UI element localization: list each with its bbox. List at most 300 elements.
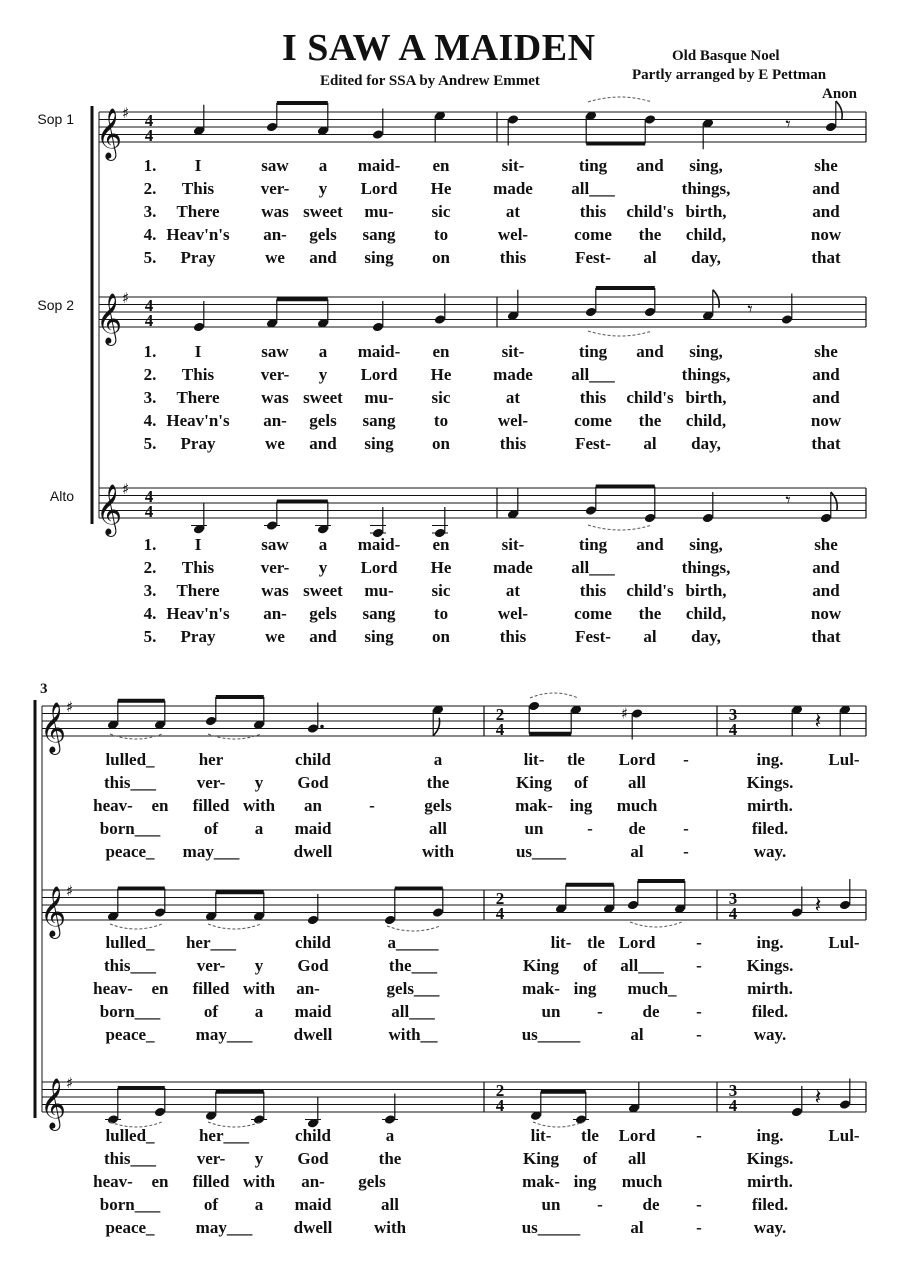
lyric-sop1: and	[636, 156, 664, 175]
lyric-alto: the	[638, 604, 662, 623]
lyric-sop1: There	[176, 202, 220, 221]
lyric-sop1: a	[318, 156, 328, 175]
lyric-sop2: Lord	[360, 365, 398, 384]
lyric-alto: all___	[571, 558, 615, 577]
lyric-sop1: y	[254, 773, 264, 792]
lyric-sop2: now	[810, 411, 842, 430]
lyric-sop1: on	[432, 248, 450, 267]
key-sharp-icon: ♯	[122, 480, 130, 498]
lyric-sop1: us____	[515, 842, 567, 861]
lyric-alto: sit-	[501, 535, 525, 554]
lyric-sop1: way.	[753, 842, 787, 861]
lyric-sop2: and	[812, 365, 840, 384]
lyric-sop1: 3.	[143, 202, 157, 221]
lyric-sop2: ver-	[260, 365, 290, 384]
lyric-sop1: saw	[261, 156, 289, 175]
lyric-alto: gels	[358, 1172, 386, 1191]
lyric-alto: sing,	[689, 535, 723, 554]
lyric-sop2: Pray	[180, 434, 216, 453]
lyric-sop2: all___	[620, 956, 664, 975]
lyric-alto: child	[295, 1126, 331, 1145]
dot	[320, 725, 324, 729]
lyric-alto: I	[194, 535, 202, 554]
lyric-sop2: made	[493, 365, 533, 384]
page-title: I SAW A MAIDEN	[282, 27, 596, 69]
slur	[110, 924, 162, 929]
lyric-alto: God	[297, 1149, 329, 1168]
time-signature-numerator: 3	[728, 889, 738, 908]
lyric-sop1: Heav'n's	[166, 225, 230, 244]
lyric-sop1: -	[369, 796, 375, 815]
lyric-sop2: we	[265, 434, 285, 453]
lyric-sop1: en	[432, 156, 450, 175]
lyric-sop1: maid	[294, 819, 332, 838]
lyric-alto: ting	[578, 535, 608, 554]
time-signature-denominator: 4	[728, 720, 738, 739]
lyric-sop1: I	[194, 156, 202, 175]
lyric-alto: ing.	[756, 1126, 784, 1145]
time-signature-numerator: 4	[144, 487, 154, 506]
lyric-sop1: 5.	[143, 248, 157, 267]
lyric-sop1: peace_	[105, 842, 155, 861]
lyric-sop2: an-	[263, 411, 287, 430]
lyric-sop2: this___	[104, 956, 156, 975]
lyric-sop1: the	[426, 773, 450, 792]
lyric-alto: ing	[573, 1172, 597, 1191]
time-signature-numerator: 2	[495, 889, 505, 908]
lyric-alto: tle	[581, 1126, 599, 1145]
lyric-sop1: King	[516, 773, 552, 792]
note-flag	[433, 718, 439, 736]
lyric-alto: a	[318, 535, 328, 554]
lyric-alto: an-	[263, 604, 287, 623]
lyric-sop1: she	[814, 156, 838, 175]
lyric-sop2: she	[814, 342, 838, 361]
lyric-sop1: mu-	[364, 202, 394, 221]
slur	[530, 693, 578, 698]
lyric-sop1: wel-	[497, 225, 529, 244]
lyric-alto: -	[696, 1126, 702, 1145]
editor-credit: Edited for SSA by Andrew Emmet	[320, 73, 540, 89]
lyric-sop1: gels	[424, 796, 452, 815]
lyric-sop1: child,	[685, 225, 727, 244]
lyric-sop1: birth,	[685, 202, 727, 221]
lyric-sop2: filed.	[751, 1002, 789, 1021]
lyric-sop1: ing	[569, 796, 593, 815]
time-signature-denominator: 4	[728, 904, 738, 923]
lyric-alto: gels	[309, 604, 337, 623]
lyric-sop2: al	[630, 1025, 644, 1044]
lyric-alto: an-	[301, 1172, 325, 1191]
lyric-sop2: ting	[578, 342, 608, 361]
lyric-sop1: sit-	[501, 156, 525, 175]
lyric-alto: she	[814, 535, 838, 554]
lyric-alto: we	[265, 627, 285, 646]
time-signature-denominator: 4	[728, 1096, 738, 1115]
lyric-alto: 4.	[143, 604, 157, 623]
treble-clef-icon: 𝄞	[40, 702, 67, 753]
lyric-sop2: a	[318, 342, 328, 361]
lyric-sop1: mirth.	[747, 796, 793, 815]
lyric-alto: He	[430, 558, 452, 577]
treble-clef-icon: 𝄞	[96, 484, 123, 535]
lyric-sop1: to	[433, 225, 449, 244]
lyric-sop1: sic	[431, 202, 451, 221]
lyric-sop2: at	[505, 388, 521, 407]
lyric-sop1: of	[203, 819, 219, 838]
time-signature-numerator: 2	[495, 705, 505, 724]
lyric-sop1: tle	[567, 750, 585, 769]
lyric-alto: peace_	[105, 1218, 155, 1237]
lyric-sop2: en	[151, 979, 169, 998]
lyric-sop2: gels___	[386, 979, 440, 998]
lyric-alto: Lord	[360, 558, 398, 577]
lyric-sop2: tle	[587, 933, 605, 952]
lyric-sop2: sing,	[689, 342, 723, 361]
measure-number: 3	[40, 681, 48, 697]
time-signature-denominator: 4	[144, 311, 154, 330]
lyric-sop1: ver-	[196, 773, 226, 792]
lyric-sop1: an	[304, 796, 322, 815]
lyric-sop1: day,	[691, 248, 721, 267]
lyric-alto: on	[432, 627, 450, 646]
time-signature-numerator: 4	[144, 111, 154, 130]
voice-label: Sop 1	[37, 111, 74, 127]
lyric-alto: Pray	[180, 627, 216, 646]
lyric-alto: to	[433, 604, 449, 623]
lyric-sop1: at	[505, 202, 521, 221]
lyric-alto: of	[582, 1149, 598, 1168]
lyric-sop2: sic	[431, 388, 451, 407]
lyric-alto: 3.	[143, 581, 157, 600]
lyric-sop1: lit-	[523, 750, 545, 769]
lyric-alto: much	[621, 1172, 663, 1191]
lyric-alto: -	[597, 1195, 603, 1214]
lyric-sop2: Lul-	[828, 933, 860, 952]
note-flag	[713, 290, 719, 308]
lyric-alto: this	[499, 627, 527, 646]
lyric-alto: mak-	[522, 1172, 560, 1191]
note-flag	[831, 492, 837, 510]
arranger-credit: Partly arranged by E Pettman	[632, 67, 827, 83]
lyric-sop1: lulled_	[105, 750, 155, 769]
lyric-alto: may___	[195, 1218, 253, 1237]
lyric-sop1: come	[574, 225, 612, 244]
lyric-sop2: peace_	[105, 1025, 155, 1044]
lyric-alto: with	[242, 1172, 276, 1191]
lyric-alto: lit-	[530, 1126, 552, 1145]
lyric-sop2: wel-	[497, 411, 529, 430]
lyric-sop2: 4.	[143, 411, 157, 430]
lyric-alto: en	[432, 535, 450, 554]
lyric-sop1: gels	[309, 225, 337, 244]
lyric-sop1: all___	[571, 179, 615, 198]
lyric-sop2: things,	[681, 365, 731, 384]
lyric-sop1: God	[297, 773, 329, 792]
lyric-sop2: much_	[627, 979, 677, 998]
lyric-alto: the	[378, 1149, 402, 1168]
lyric-alto: sang	[362, 604, 396, 623]
time-signature-denominator: 4	[495, 720, 505, 739]
lyric-sop2: y	[254, 956, 264, 975]
key-sharp-icon: ♯	[122, 104, 130, 122]
lyric-alto: Lul-	[828, 1126, 860, 1145]
lyric-alto: us_____	[521, 1218, 581, 1237]
lyric-sop2: sing	[364, 434, 394, 453]
lyric-sop1: all	[429, 819, 447, 838]
lyric-sop2: saw	[261, 342, 289, 361]
lyric-alto: with	[373, 1218, 407, 1237]
lyric-sop2: her___	[185, 933, 237, 952]
lyric-sop2: de	[642, 1002, 660, 1021]
lyric-sop1: this	[579, 202, 607, 221]
lyric-sop1: that	[811, 248, 841, 267]
lyric-sop1: -	[683, 842, 689, 861]
lyric-alto: de	[642, 1195, 660, 1214]
lyric-sop1: mak-	[515, 796, 553, 815]
lyric-sop2: with__	[388, 1025, 438, 1044]
lyric-sop2: this	[499, 434, 527, 453]
quarter-rest-icon: 𝄽	[814, 1085, 822, 1111]
lyric-alto: born___	[99, 1195, 161, 1214]
lyric-sop1: ver-	[260, 179, 290, 198]
key-sharp-icon: ♯	[66, 698, 74, 716]
lyric-alto: Lord	[618, 1126, 656, 1145]
lyric-sop2: a_____	[387, 933, 439, 952]
quarter-rest-icon: 𝄽	[814, 709, 822, 735]
lyric-alto: day,	[691, 627, 721, 646]
lyric-sop1: now	[810, 225, 842, 244]
lyric-sop2: and	[636, 342, 664, 361]
lyric-sop2: way.	[753, 1025, 787, 1044]
treble-clef-icon: 𝄞	[40, 1078, 67, 1129]
lyric-alto: y	[254, 1149, 264, 1168]
lyric-sop1: an-	[263, 225, 287, 244]
time-signature-numerator: 3	[728, 1081, 738, 1100]
lyric-alto: things,	[681, 558, 731, 577]
lyric-sop1: filled	[192, 796, 230, 815]
accidental-sharp-icon: ♯	[621, 704, 629, 723]
lyric-sop1: sweet	[303, 202, 343, 221]
lyric-sop2: come	[574, 411, 612, 430]
lyric-sop1: things,	[681, 179, 731, 198]
lyric-alto: made	[493, 558, 533, 577]
slur	[387, 926, 440, 931]
lyric-sop2: us_____	[521, 1025, 581, 1044]
lyric-sop2: and	[309, 434, 337, 453]
lyric-alto: and	[812, 581, 840, 600]
lyric-sop2: 1.	[143, 342, 157, 361]
lyric-sop1: de	[628, 819, 646, 838]
slur	[588, 525, 652, 530]
lyric-alto: that	[811, 627, 841, 646]
lyric-alto: Kings.	[746, 1149, 794, 1168]
eighth-rest-icon: 𝄾	[785, 111, 791, 136]
lyric-sop2: born___	[99, 1002, 161, 1021]
lyric-sop2: maid	[294, 1002, 332, 1021]
lyric-alto: -	[696, 1195, 702, 1214]
lyric-sop2: ing.	[756, 933, 784, 952]
lyric-alto: filled	[192, 1172, 230, 1191]
lyric-alto: child,	[685, 604, 727, 623]
lyric-sop2: may___	[195, 1025, 253, 1044]
key-sharp-icon: ♯	[66, 882, 74, 900]
lyric-alto: all	[381, 1195, 399, 1214]
lyric-alto: 5.	[143, 627, 157, 646]
lyric-sop2: all___	[391, 1002, 435, 1021]
lyric-sop1: this	[499, 248, 527, 267]
lyric-sop2: -	[696, 1002, 702, 1021]
lyric-sop2: Kings.	[746, 956, 794, 975]
lyric-sop1: and	[812, 202, 840, 221]
lyric-alto: en	[151, 1172, 169, 1191]
lyric-sop1: much	[616, 796, 658, 815]
key-sharp-icon: ♯	[122, 289, 130, 307]
lyric-sop1: a	[254, 819, 264, 838]
lyric-alto: and	[309, 627, 337, 646]
lyric-sop2: this	[579, 388, 607, 407]
lyric-sop1: of	[573, 773, 589, 792]
lyric-sop2: This	[181, 365, 215, 384]
lyric-sop2: and	[812, 388, 840, 407]
lyric-sop2: 2.	[143, 365, 157, 384]
lyric-alto: and	[812, 558, 840, 577]
lyric-sop2: the	[638, 411, 662, 430]
lyric-sop1: 1.	[143, 156, 157, 175]
lyric-sop1: al	[630, 842, 644, 861]
lyric-sop1: Lord	[360, 179, 398, 198]
lyric-sop2: gels	[309, 411, 337, 430]
lyric-sop1: a	[433, 750, 443, 769]
lyric-sop1: Lord	[618, 750, 656, 769]
lyric-alto: was	[261, 581, 289, 600]
lyric-alto: mu-	[364, 581, 394, 600]
lyric-alto: a	[385, 1126, 395, 1145]
lyric-sop2: with	[242, 979, 276, 998]
lyric-sop1: al	[643, 248, 657, 267]
lyric-sop1: He	[430, 179, 452, 198]
lyric-alto: sing	[364, 627, 394, 646]
time-signature-numerator: 2	[495, 1081, 505, 1100]
lyric-sop1: Fest-	[575, 248, 611, 267]
lyric-alto: wel-	[497, 604, 529, 623]
lyric-sop1: heav-	[93, 796, 133, 815]
lyric-alto: child's	[626, 581, 674, 600]
lyric-sop1: child's	[626, 202, 674, 221]
lyric-sop2: child,	[685, 411, 727, 430]
lyric-alto: maid	[294, 1195, 332, 1214]
lyric-sop1: and	[812, 179, 840, 198]
lyric-sop1: child	[295, 750, 331, 769]
eighth-rest-icon: 𝄾	[785, 487, 791, 512]
lyric-alto: this	[579, 581, 607, 600]
time-signature-denominator: 4	[144, 502, 154, 521]
lyric-sop1: sing,	[689, 156, 723, 175]
lyric-alto: maid-	[357, 535, 401, 554]
lyricist-credit: Anon	[822, 86, 858, 102]
lyric-alto: all	[628, 1149, 646, 1168]
lyric-alto: now	[810, 604, 842, 623]
lyric-alto: saw	[261, 535, 289, 554]
lyric-sop2: filled	[192, 979, 230, 998]
lyric-sop1: filed.	[751, 819, 789, 838]
eighth-rest-icon: 𝄾	[747, 296, 753, 321]
lyric-alto: un	[541, 1195, 561, 1214]
lyric-sop1: maid-	[357, 156, 401, 175]
lyric-sop2: child's	[626, 388, 674, 407]
lyric-sop1: sing	[364, 248, 394, 267]
lyric-sop2: child	[295, 933, 331, 952]
lyric-sop2: heav-	[93, 979, 133, 998]
lyric-sop1: Kings.	[746, 773, 794, 792]
lyric-sop2: sweet	[303, 388, 343, 407]
lyric-sop1: -	[683, 819, 689, 838]
lyric-sop1: her	[198, 750, 224, 769]
lyric-sop2: y	[318, 365, 328, 384]
lyric-alto: ver-	[260, 558, 290, 577]
lyric-sop1: ing.	[756, 750, 784, 769]
lyric-sop2: There	[176, 388, 220, 407]
lyric-sop2: that	[811, 434, 841, 453]
lyric-alto: 1.	[143, 535, 157, 554]
voice-label: Alto	[49, 488, 74, 504]
lyric-alto: mirth.	[747, 1172, 793, 1191]
slur	[208, 924, 261, 929]
quarter-rest-icon: 𝄽	[814, 893, 822, 919]
lyric-sop2: Lord	[618, 933, 656, 952]
lyric-sop1: -	[683, 750, 689, 769]
lyric-sop2: ver-	[196, 956, 226, 975]
lyric-alto: lulled_	[105, 1126, 155, 1145]
lyric-sop1: the	[638, 225, 662, 244]
lyric-alto: and	[636, 535, 664, 554]
lyric-alto: -	[696, 1218, 702, 1237]
treble-clef-icon: 𝄞	[40, 886, 67, 937]
lyric-sop1: may___	[182, 842, 240, 861]
lyric-alto: dwell	[293, 1218, 333, 1237]
lyric-alto: come	[574, 604, 612, 623]
lyric-alto: a	[254, 1195, 264, 1214]
lyric-sop1: born___	[99, 819, 161, 838]
lyric-sop1: y	[318, 179, 328, 198]
lyric-sop2: maid-	[357, 342, 401, 361]
lyric-alto: filed.	[751, 1195, 789, 1214]
key-sharp-icon: ♯	[66, 1074, 74, 1092]
lyric-sop2: day,	[691, 434, 721, 453]
lyric-sop2: birth,	[685, 388, 727, 407]
slur	[630, 922, 682, 927]
lyric-alto: ver-	[196, 1149, 226, 1168]
lyric-alto: sic	[431, 581, 451, 600]
lyric-sop1: Lul-	[828, 750, 860, 769]
lyric-sop2: lit-	[550, 933, 572, 952]
lyric-sop1: en	[151, 796, 169, 815]
time-signature-denominator: 4	[144, 126, 154, 145]
lyric-alto: Heav'n's	[166, 604, 230, 623]
lyric-sop2: I	[194, 342, 202, 361]
time-signature-denominator: 4	[495, 904, 505, 923]
lyric-alto: this___	[104, 1149, 156, 1168]
lyric-sop1: sang	[362, 225, 396, 244]
source-credit: Old Basque Noel	[672, 48, 780, 64]
lyric-sop2: mak-	[522, 979, 560, 998]
lyric-sop1: was	[261, 202, 289, 221]
lyric-sop2: 3.	[143, 388, 157, 407]
lyric-sop1: 2.	[143, 179, 157, 198]
lyric-sop2: Fest-	[575, 434, 611, 453]
lyric-alto: y	[318, 558, 328, 577]
lyric-sop1: Pray	[180, 248, 216, 267]
